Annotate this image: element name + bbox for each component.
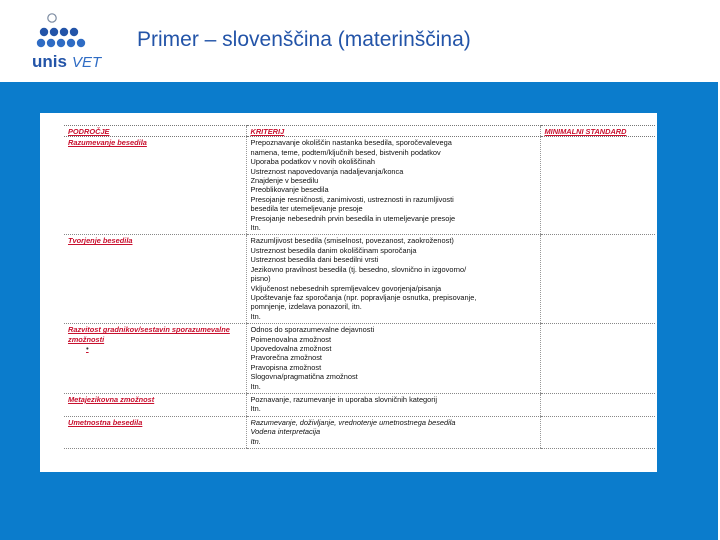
table-row: [64, 324, 655, 394]
criteria-cell: [246, 137, 540, 235]
minimum-standard-cell: [540, 324, 655, 394]
criterion-line: Odnos do sporazumevalne dejavnosti: [250, 325, 375, 335]
criterion-line: Ustreznost besedila danim okoliščinam sporočanja: [250, 245, 417, 255]
criterion-line: besedila ter utemeljevanje presoje: [250, 204, 363, 214]
svg-text:unis: unis: [32, 52, 67, 71]
table-row: [64, 416, 655, 448]
criterion-line: Razumevanje, doživljanje, vrednotenje umetnostnega besedila: [250, 417, 456, 427]
area-cell: [64, 393, 246, 416]
criteria-cell: [246, 324, 540, 394]
criterion-line: Upovedovalna zmožnost: [250, 343, 332, 353]
criterion-line: namena, teme, podtem/ključnih besed, bistvenih podatkov: [250, 147, 441, 157]
criterion-line: Itn.: [250, 404, 261, 414]
criterion-line: Presojanje nebesednih prvin besedila in utemeljevanje presoje: [250, 213, 456, 223]
table-row: [64, 137, 655, 235]
bullet-point: •: [86, 343, 89, 353]
table-row: [64, 235, 655, 324]
area-label: Umetnostna besedila: [68, 417, 143, 427]
criteria-table: [64, 125, 655, 449]
criterion-line: Upoštevanje faz sporočanja (npr. popravljanje osnutka, prepisovanje,: [250, 292, 477, 302]
criterion-line: Itn.: [250, 381, 261, 391]
criterion-line: Jezikovno pravilnost besedila (tj. besedno, slovnično in izgovorno/: [250, 264, 467, 274]
criterion-line: Uporaba podatkov v novih okoliščinah: [250, 157, 375, 167]
criterion-line: Preoblikovanje besedila: [250, 185, 329, 195]
criterion-line: Poznavanje, razumevanje in uporaba slovničnih kategorij: [250, 394, 438, 404]
area-label: Tvorjenje besedila: [68, 236, 133, 246]
criterion-line: Ustreznost napovedovanja nadaljevanja/konca: [250, 166, 404, 176]
area-label: Metajezikovna zmožnost: [68, 394, 155, 404]
criterion-line: Itn.: [250, 311, 261, 321]
svg-text:VET: VET: [72, 54, 102, 71]
criterion-line: pomnjenje, izdelava ponazoril, itn.: [250, 302, 362, 312]
criterion-line: Itn.: [250, 436, 261, 446]
slide-title: Primer – slovenščina (materinščina): [137, 28, 471, 51]
slide-header: [0, 0, 720, 82]
criterion-line: Presojanje resničnosti, zanimivosti, ustreznosti in razumljivosti: [250, 194, 454, 204]
area-cell: [64, 416, 246, 448]
criterion-line: pisno): [250, 274, 271, 284]
area-cell: [64, 137, 246, 235]
minimum-standard-cell: [540, 137, 655, 235]
area-label: Razumevanje besedila: [68, 138, 147, 148]
minimum-standard-cell: [540, 235, 655, 324]
criteria-cell: [246, 416, 540, 448]
document-image: [40, 113, 657, 472]
criterion-line: Razumljivost besedila (smiselnost, povezanost, zaokroženost): [250, 236, 454, 246]
criterion-line: Itn.: [250, 223, 261, 233]
table-row: [64, 393, 655, 416]
minimum-standard-cell: [540, 393, 655, 416]
table-body: [64, 137, 655, 449]
table-header-row: [64, 126, 655, 137]
criterion-line: Pravorečna zmožnost: [250, 353, 322, 363]
column-header-minimum-standard: MINIMALNI STANDARD: [540, 126, 655, 137]
criterion-line: Prepoznavanje okoliščin nastanka besedila, sporočevalevega: [250, 138, 452, 148]
column-header-criterion: KRITERIJ: [246, 126, 540, 137]
minimum-standard-cell: [540, 416, 655, 448]
criterion-line: Ustreznost besedila dani besedilni vrsti: [250, 255, 379, 265]
criterion-line: Slogovna/pragmatična zmožnost: [250, 372, 358, 382]
area-cell: [64, 235, 246, 324]
area-label: Razvitost gradnikov/sestavin sporazumevalne zmožnosti: [68, 325, 230, 344]
criteria-cell: [246, 393, 540, 416]
criterion-line: Poimenovalna zmožnost: [250, 334, 332, 344]
unisvet-logo: [30, 12, 110, 74]
criterion-line: Vodena interpretacija: [250, 427, 321, 437]
criteria-cell: [246, 235, 540, 324]
criterion-line: Pravopisna zmožnost: [250, 362, 322, 372]
criterion-line: Znajdenje v besedilu: [250, 176, 319, 186]
column-header-area: PODROČJE: [64, 126, 246, 137]
criterion-line: Vključenost nebesednih spremljevalcev govorjenja/pisanja: [250, 283, 442, 293]
area-cell: [64, 324, 246, 394]
